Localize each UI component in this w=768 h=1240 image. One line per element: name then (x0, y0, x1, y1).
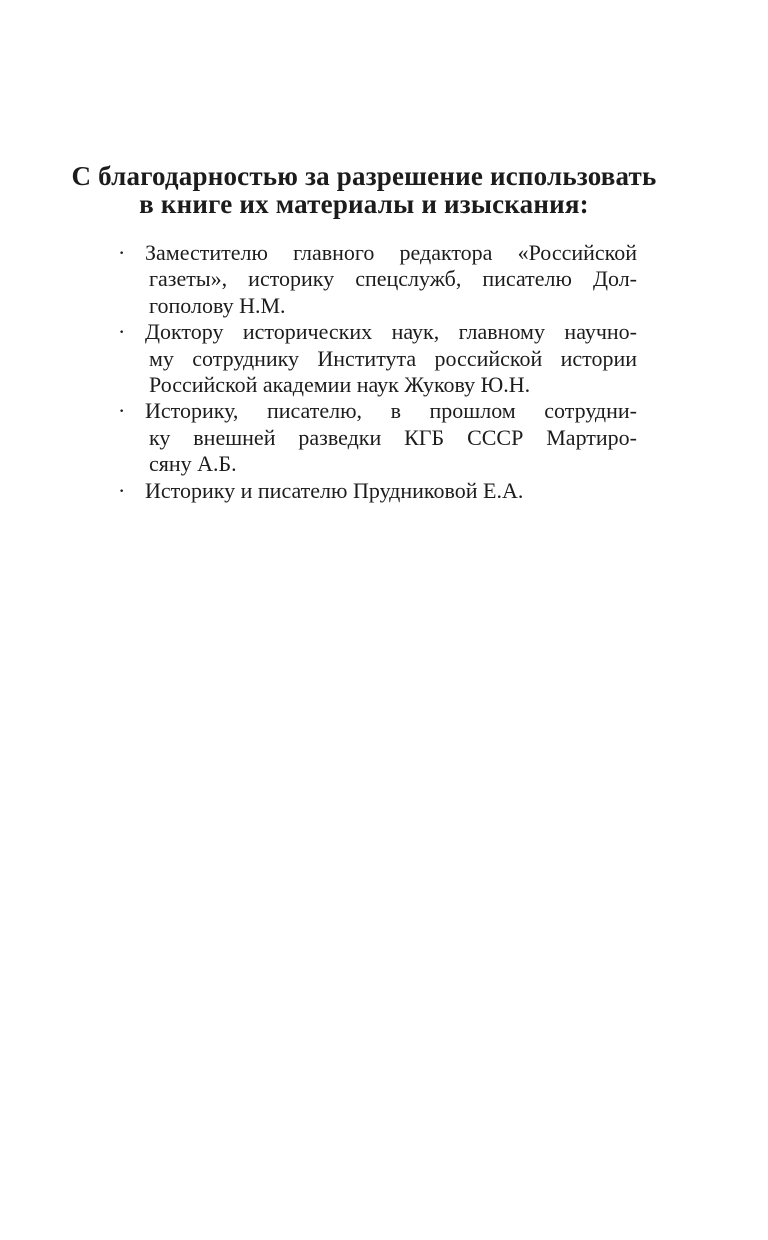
list-item-text: Доктору исторических наук, главному научно- (145, 319, 637, 345)
bullet-marker: · (118, 477, 126, 503)
acknowledgment-list (118, 240, 637, 504)
list-item-line (118, 319, 637, 345)
list-item (118, 240, 637, 319)
heading-line-1: С благодарностью за разрешение использовать (71, 161, 657, 191)
list-item-text: Заместителю главного редактора «Российской (145, 240, 637, 265)
acknowledgment-heading (0, 162, 728, 218)
bullet-marker: · (118, 240, 126, 265)
list-item-line: Российской академии наук Жукову Ю.Н. (149, 372, 531, 398)
list-item-line (118, 398, 637, 424)
list-item-line: ку внешней разведки КГБ СССР Мартиро- (149, 424, 637, 450)
list-item (118, 319, 637, 398)
list-item (118, 398, 637, 477)
list-item-text: Историку, писателю, в прошлом сотрудни- (145, 398, 637, 424)
list-item-line (118, 477, 637, 504)
list-item-text: Историку и писателю Прудниковой Е.А. (145, 477, 524, 503)
list-item (118, 477, 637, 504)
bullet-marker: · (118, 319, 126, 345)
list-item-line: гополову Н.М. (149, 292, 286, 318)
list-item-line: му сотруднику Института российской истории (149, 345, 637, 371)
list-item-line: газеты», историку спецслужб, писателю Дол- (149, 266, 637, 292)
heading-line-2: в книге их материалы и изыскания: (139, 189, 589, 219)
list-item-line (118, 240, 637, 266)
list-item-line: сяну А.Б. (149, 451, 237, 477)
bullet-marker: · (118, 398, 126, 424)
